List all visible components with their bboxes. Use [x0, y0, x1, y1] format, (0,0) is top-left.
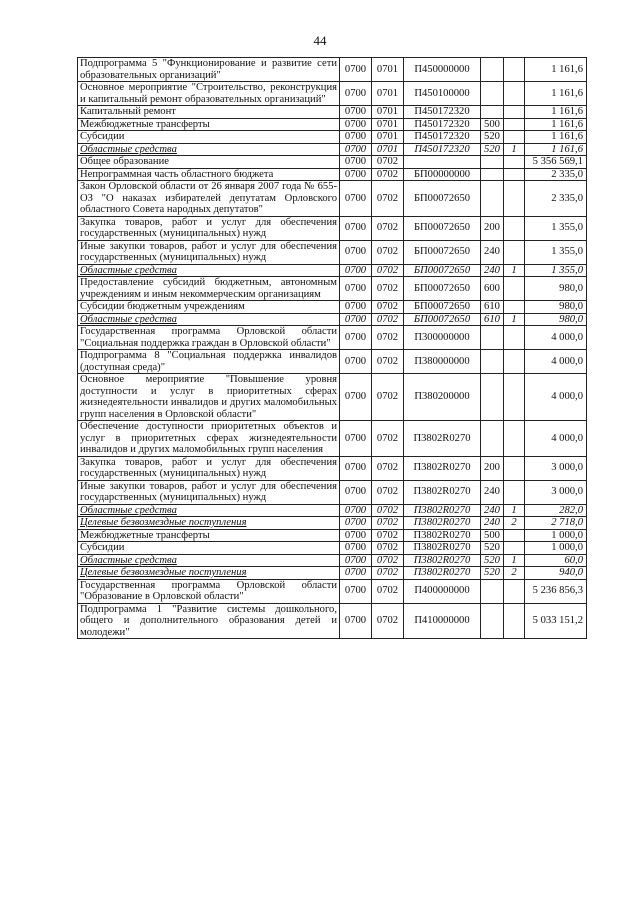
table-row: [78, 240, 587, 264]
row-amount: 1 161,6: [525, 131, 587, 144]
funding-source-code: [504, 82, 525, 106]
row-amount: 60,0: [525, 554, 587, 567]
page-number: 44: [313, 33, 327, 48]
table-row: [78, 301, 587, 314]
section-code: 0700: [340, 350, 372, 374]
subsection-code: 0702: [372, 456, 404, 480]
subsection-code: 0702: [372, 480, 404, 504]
subsection-code: 0702: [372, 504, 404, 517]
row-name: Государственная программа Орловской области "Образование в Орловской области": [78, 579, 340, 603]
row-name: Целевые безвозмездные поступления: [78, 567, 340, 580]
row-name: Государственная программа Орловской области "Социальная поддержка граждан в Орловской области": [78, 326, 340, 350]
section-code: 0700: [340, 480, 372, 504]
funding-source-code: [504, 277, 525, 301]
row-amount: 5 356 569,1: [525, 156, 587, 169]
expense-type-code: 200: [481, 456, 504, 480]
funding-source-code: 1: [504, 264, 525, 277]
section-code: 0700: [340, 118, 372, 131]
subsection-code: 0702: [372, 156, 404, 169]
row-amount: 5 236 856,3: [525, 579, 587, 603]
subsection-code: 0702: [372, 216, 404, 240]
expense-type-code: [481, 350, 504, 374]
subsection-code: 0701: [372, 106, 404, 119]
row-amount: 1 355,0: [525, 264, 587, 277]
row-name: Областные средства: [78, 313, 340, 326]
subsection-code: 0702: [372, 542, 404, 555]
target-article-code: П450100000: [404, 82, 481, 106]
target-article-code: БП00072650: [404, 240, 481, 264]
target-article-code: П3802R0270: [404, 456, 481, 480]
subsection-code: 0702: [372, 350, 404, 374]
target-article-code: П400000000: [404, 579, 481, 603]
expense-type-code: [481, 181, 504, 217]
table-row: [78, 567, 587, 580]
funding-source-code: [504, 118, 525, 131]
funding-source-code: 1: [504, 143, 525, 156]
target-article-code: БП00072650: [404, 277, 481, 301]
table-row: [78, 168, 587, 181]
row-amount: 3 000,0: [525, 456, 587, 480]
subsection-code: 0702: [372, 240, 404, 264]
subsection-code: 0702: [372, 301, 404, 314]
row-name: Закупка товаров, работ и услуг для обеспечения государственных (муниципальных) нужд: [78, 216, 340, 240]
target-article-code: П450172320: [404, 106, 481, 119]
target-article-code: П3802R0270: [404, 529, 481, 542]
row-amount: 2 335,0: [525, 168, 587, 181]
row-name: Основное мероприятие "Строительство, реконструкция и капитальный ремонт образовательных организаций": [78, 82, 340, 106]
funding-source-code: [504, 168, 525, 181]
subsection-code: 0701: [372, 143, 404, 156]
expense-type-code: 520: [481, 567, 504, 580]
funding-source-code: [504, 301, 525, 314]
subsection-code: 0702: [372, 168, 404, 181]
table-row: [78, 143, 587, 156]
subsection-code: 0702: [372, 603, 404, 639]
section-code: 0700: [340, 313, 372, 326]
table-row: [78, 350, 587, 374]
target-article-code: П3802R0270: [404, 554, 481, 567]
expense-type-code: [481, 156, 504, 169]
row-name: Обеспечение доступности приоритетных объектов и услуг в приоритетных сферах жизнедеятельности инвалидов и других маломобильных групп населения: [78, 421, 340, 457]
row-name: Общее образование: [78, 156, 340, 169]
table-row: [78, 542, 587, 555]
budget-table: [77, 57, 587, 639]
target-article-code: П3802R0270: [404, 421, 481, 457]
target-article-code: БП00072650: [404, 181, 481, 217]
funding-source-code: [504, 529, 525, 542]
subsection-code: 0702: [372, 313, 404, 326]
target-article-code: П3802R0270: [404, 567, 481, 580]
target-article-code: [404, 156, 481, 169]
funding-source-code: 1: [504, 313, 525, 326]
row-amount: 2 718,0: [525, 517, 587, 530]
target-article-code: П380000000: [404, 350, 481, 374]
funding-source-code: 1: [504, 504, 525, 517]
expense-type-code: 200: [481, 216, 504, 240]
table-row: [78, 181, 587, 217]
row-amount: 2 335,0: [525, 181, 587, 217]
expense-type-code: [481, 326, 504, 350]
target-article-code: П450172320: [404, 118, 481, 131]
table-row: [78, 326, 587, 350]
table-row: [78, 603, 587, 639]
row-name: Областные средства: [78, 504, 340, 517]
row-amount: 1 355,0: [525, 240, 587, 264]
target-article-code: П3802R0270: [404, 504, 481, 517]
target-article-code: П3802R0270: [404, 517, 481, 530]
table-row: [78, 131, 587, 144]
table-row: [78, 456, 587, 480]
row-name: Субсидии: [78, 542, 340, 555]
row-amount: 4 000,0: [525, 326, 587, 350]
subsection-code: 0702: [372, 326, 404, 350]
table-row: [78, 118, 587, 131]
target-article-code: П450172320: [404, 131, 481, 144]
funding-source-code: [504, 542, 525, 555]
row-name: Субсидии бюджетным учреждениям: [78, 301, 340, 314]
expense-type-code: [481, 579, 504, 603]
expense-type-code: [481, 58, 504, 82]
row-name: Непрограммная часть областного бюджета: [78, 168, 340, 181]
section-code: 0700: [340, 58, 372, 82]
subsection-code: 0702: [372, 264, 404, 277]
target-article-code: П380200000: [404, 374, 481, 421]
table-row: [78, 517, 587, 530]
expense-type-code: [481, 168, 504, 181]
funding-source-code: [504, 240, 525, 264]
section-code: 0700: [340, 554, 372, 567]
expense-type-code: [481, 374, 504, 421]
row-amount: 4 000,0: [525, 421, 587, 457]
subsection-code: 0701: [372, 82, 404, 106]
row-amount: 1 161,6: [525, 143, 587, 156]
funding-source-code: [504, 58, 525, 82]
row-amount: 1 161,6: [525, 106, 587, 119]
row-name: Областные средства: [78, 143, 340, 156]
row-name: Закупка товаров, работ и услуг для обеспечения государственных (муниципальных) нужд: [78, 456, 340, 480]
expense-type-code: 520: [481, 143, 504, 156]
row-name: Целевые безвозмездные поступления: [78, 517, 340, 530]
row-name: Закон Орловской области от 26 января 2007 года № 655-ОЗ "О наказах избирателей депутатам Орловского областного Совета народных депутатов": [78, 181, 340, 217]
section-code: 0700: [340, 301, 372, 314]
section-code: 0700: [340, 240, 372, 264]
subsection-code: 0702: [372, 554, 404, 567]
row-name: Подпрограмма 1 "Развитие системы дошкольного, общего и дополнительного образования детей и молодежи": [78, 603, 340, 639]
table-row: [78, 216, 587, 240]
subsection-code: 0702: [372, 567, 404, 580]
subsection-code: 0701: [372, 58, 404, 82]
row-amount: 1 161,6: [525, 82, 587, 106]
row-amount: 5 033 151,2: [525, 603, 587, 639]
funding-source-code: [504, 480, 525, 504]
table-row: [78, 156, 587, 169]
section-code: 0700: [340, 216, 372, 240]
row-name: Субсидии: [78, 131, 340, 144]
table-row: [78, 82, 587, 106]
target-article-code: БП00072650: [404, 313, 481, 326]
target-article-code: П450172320: [404, 143, 481, 156]
subsection-code: 0701: [372, 118, 404, 131]
funding-source-code: [504, 374, 525, 421]
funding-source-code: [504, 106, 525, 119]
row-name: Подпрограмма 5 "Функционирование и развитие сети образовательных организаций": [78, 58, 340, 82]
target-article-code: П3802R0270: [404, 542, 481, 555]
expense-type-code: [481, 82, 504, 106]
row-name: Капитальный ремонт: [78, 106, 340, 119]
table-row: [78, 529, 587, 542]
subsection-code: 0702: [372, 517, 404, 530]
funding-source-code: 1: [504, 554, 525, 567]
section-code: 0700: [340, 517, 372, 530]
section-code: 0700: [340, 264, 372, 277]
row-name: Основное мероприятие "Повышение уровня доступности и услуг в приоритетных сферах жизнедеятельности инвалидов и других маломобильных групп населения в Орловской области": [78, 374, 340, 421]
expense-type-code: [481, 421, 504, 457]
expense-type-code: 520: [481, 131, 504, 144]
section-code: 0700: [340, 421, 372, 457]
table-row: [78, 554, 587, 567]
funding-source-code: [504, 131, 525, 144]
funding-source-code: [504, 421, 525, 457]
row-name: Иные закупки товаров, работ и услуг для обеспечения государственных (муниципальных) нужд: [78, 480, 340, 504]
target-article-code: БП00072650: [404, 264, 481, 277]
section-code: 0700: [340, 504, 372, 517]
row-name: Областные средства: [78, 264, 340, 277]
row-name: Иные закупки товаров, работ и услуг для обеспечения государственных (муниципальных) нужд: [78, 240, 340, 264]
funding-source-code: [504, 350, 525, 374]
expense-type-code: 520: [481, 554, 504, 567]
row-name: Межбюджетные трансферты: [78, 118, 340, 131]
table-row: [78, 374, 587, 421]
row-name: Областные средства: [78, 554, 340, 567]
section-code: 0700: [340, 131, 372, 144]
funding-source-code: [504, 156, 525, 169]
expense-type-code: 240: [481, 517, 504, 530]
funding-source-code: [504, 326, 525, 350]
table-row: [78, 480, 587, 504]
section-code: 0700: [340, 168, 372, 181]
row-amount: 1 355,0: [525, 216, 587, 240]
target-article-code: П410000000: [404, 603, 481, 639]
expense-type-code: [481, 106, 504, 119]
section-code: 0700: [340, 143, 372, 156]
row-amount: 940,0: [525, 567, 587, 580]
row-amount: 4 000,0: [525, 350, 587, 374]
subsection-code: 0702: [372, 421, 404, 457]
row-amount: 4 000,0: [525, 374, 587, 421]
row-amount: 1 161,6: [525, 118, 587, 131]
subsection-code: 0702: [372, 579, 404, 603]
funding-source-code: 2: [504, 567, 525, 580]
subsection-code: 0702: [372, 277, 404, 301]
funding-source-code: 2: [504, 517, 525, 530]
funding-source-code: [504, 456, 525, 480]
expense-type-code: 240: [481, 264, 504, 277]
target-article-code: БП00072650: [404, 216, 481, 240]
section-code: 0700: [340, 277, 372, 301]
table-row: [78, 277, 587, 301]
target-article-code: П3802R0270: [404, 480, 481, 504]
expense-type-code: 240: [481, 480, 504, 504]
section-code: 0700: [340, 603, 372, 639]
section-code: 0700: [340, 106, 372, 119]
table-row: [78, 504, 587, 517]
table-row: [78, 313, 587, 326]
expense-type-code: 600: [481, 277, 504, 301]
section-code: 0700: [340, 374, 372, 421]
row-amount: 980,0: [525, 313, 587, 326]
expense-type-code: [481, 603, 504, 639]
row-name: Предоставление субсидий бюджетным, автономным учреждениям и иным некоммерческим организациям: [78, 277, 340, 301]
section-code: 0700: [340, 181, 372, 217]
row-amount: 1 000,0: [525, 529, 587, 542]
section-code: 0700: [340, 579, 372, 603]
table-row: [78, 264, 587, 277]
row-amount: 980,0: [525, 277, 587, 301]
funding-source-code: [504, 603, 525, 639]
expense-type-code: 500: [481, 529, 504, 542]
section-code: 0700: [340, 156, 372, 169]
row-name: Подпрограмма 8 "Социальная поддержка инвалидов (доступная среда)": [78, 350, 340, 374]
section-code: 0700: [340, 82, 372, 106]
expense-type-code: 610: [481, 301, 504, 314]
funding-source-code: [504, 181, 525, 217]
target-article-code: П450000000: [404, 58, 481, 82]
subsection-code: 0702: [372, 529, 404, 542]
expense-type-code: 610: [481, 313, 504, 326]
expense-type-code: 500: [481, 118, 504, 131]
subsection-code: 0701: [372, 131, 404, 144]
section-code: 0700: [340, 456, 372, 480]
row-amount: 1 161,6: [525, 58, 587, 82]
funding-source-code: [504, 579, 525, 603]
funding-source-code: [504, 216, 525, 240]
row-amount: 282,0: [525, 504, 587, 517]
section-code: 0700: [340, 326, 372, 350]
table-row: [78, 58, 587, 82]
section-code: 0700: [340, 567, 372, 580]
expense-type-code: 240: [481, 504, 504, 517]
row-amount: 980,0: [525, 301, 587, 314]
expense-type-code: 520: [481, 542, 504, 555]
target-article-code: БП00000000: [404, 168, 481, 181]
row-name: Межбюджетные трансферты: [78, 529, 340, 542]
subsection-code: 0702: [372, 181, 404, 217]
target-article-code: П300000000: [404, 326, 481, 350]
target-article-code: БП00072650: [404, 301, 481, 314]
subsection-code: 0702: [372, 374, 404, 421]
expense-type-code: 240: [481, 240, 504, 264]
row-amount: 3 000,0: [525, 480, 587, 504]
table-row: [78, 421, 587, 457]
row-amount: 1 000,0: [525, 542, 587, 555]
section-code: 0700: [340, 542, 372, 555]
section-code: 0700: [340, 529, 372, 542]
table-row: [78, 579, 587, 603]
table-row: [78, 106, 587, 119]
